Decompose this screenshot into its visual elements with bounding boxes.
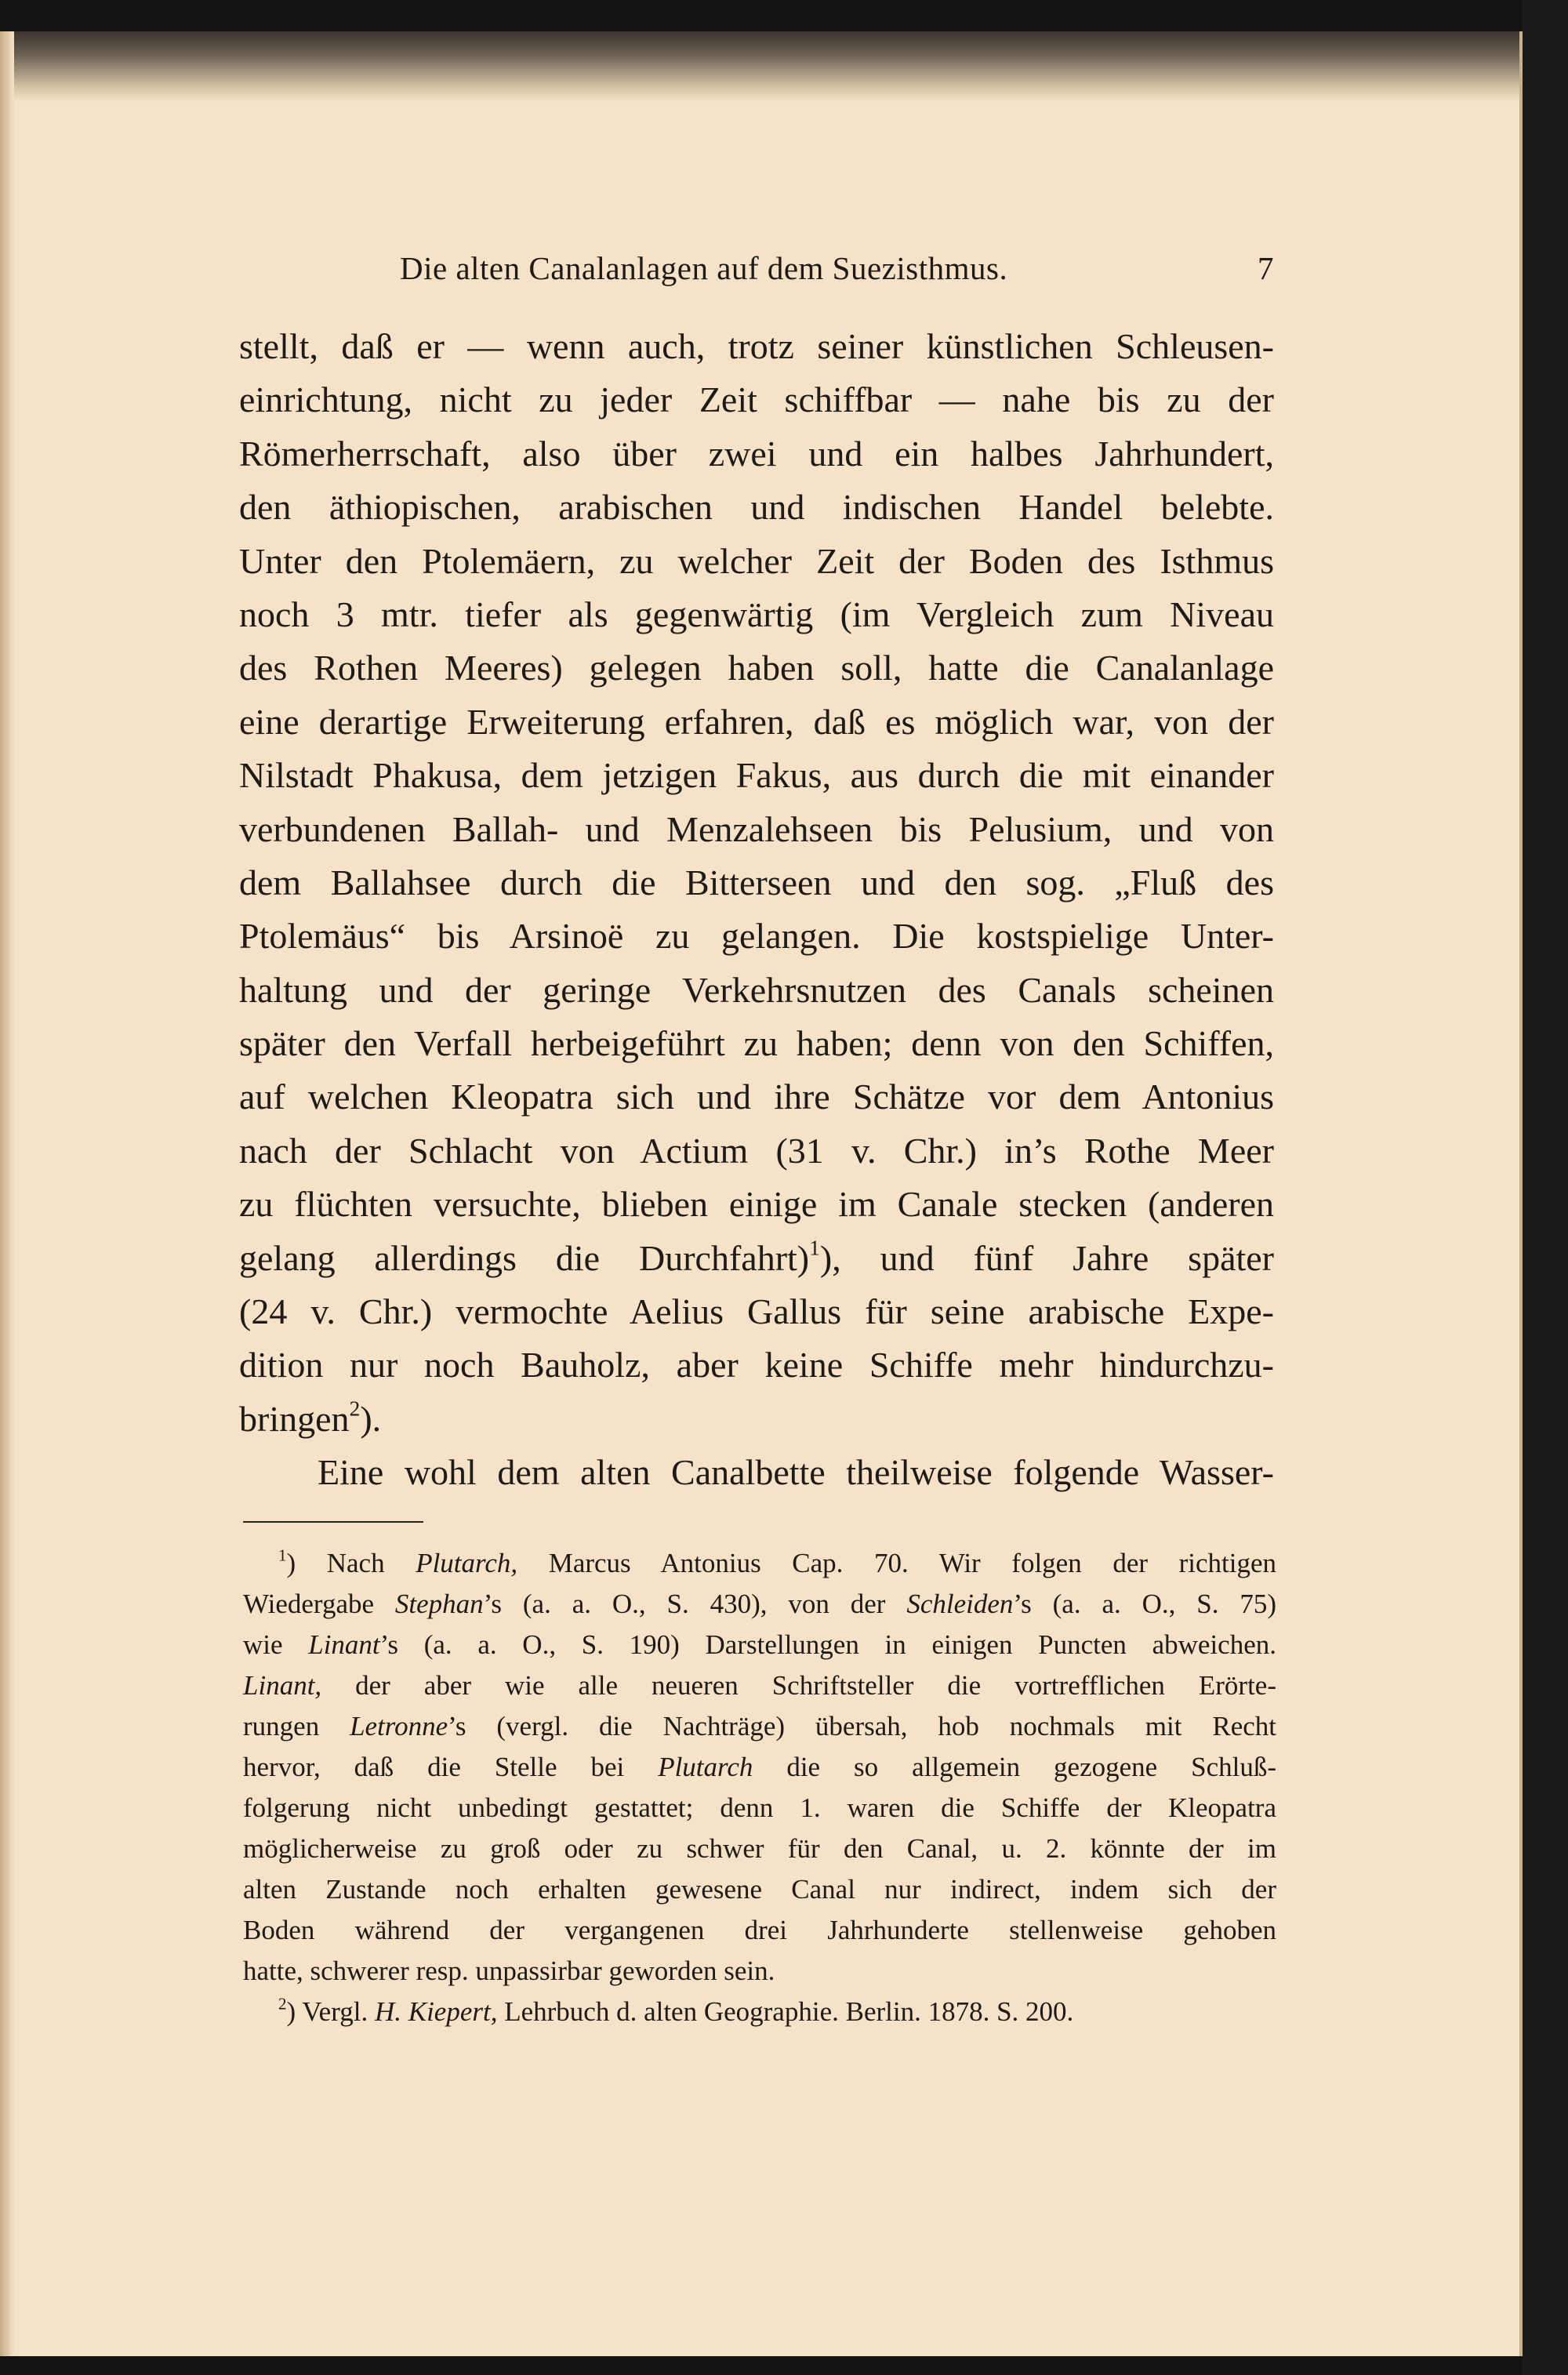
footnote-line [243, 1625, 1276, 1665]
text-line: des Rothen Meeres) gelegen haben soll, hatte die Canalanlage [239, 648, 1274, 688]
text-segment: bringen [239, 1398, 350, 1439]
text-segment: ) Nach [286, 1548, 416, 1578]
footnote-line: folgerung nicht unbedingt gestattet; denn 1. waren die Schiffe der Kleopatra [243, 1792, 1276, 1823]
author-name: Schleiden [906, 1589, 1014, 1619]
text-segment: ’s (a. a. O., S. 430), von der [483, 1589, 907, 1619]
text-line: dition nur noch Bauholz, aber keine Schiffe mehr hindurchzu- [239, 1345, 1274, 1385]
text-line: auf welchen Kleopatra sich und ihre Schätze vor dem Antonius [239, 1077, 1274, 1117]
page-top-edge [0, 31, 1519, 102]
footnote-ref-1[interactable]: 1 [809, 1235, 820, 1260]
text-segment: hervor, daß die Stelle bei [243, 1752, 659, 1782]
text-line: Eine wohl dem alten Canalbette theilweise folgende Wasser- [318, 1452, 1274, 1493]
author-name: Plutarch, [416, 1548, 518, 1578]
text-segment: ). [360, 1398, 382, 1439]
text-line: dem Ballahsee durch die Bitterseen und den sog. „Fluß des [239, 862, 1274, 902]
text-line: verbundenen Ballah- und Menzalehseen bis Pelusium, und von [239, 808, 1274, 849]
footnote-2 [243, 1992, 1276, 2032]
text-segment: wie [243, 1629, 309, 1660]
text-line: haltung und der geringe Verkehrsnutzen des Canals scheinen [239, 969, 1274, 1010]
footnote-line: möglicherweise zu groß oder zu schwer für den Canal, u. 2. könnte der im [243, 1833, 1276, 1864]
page-number: 7 [1258, 250, 1274, 286]
text-line: (24 v. Chr.) vermochte Aelius Gallus für seine arabische Expe- [239, 1291, 1274, 1332]
text-segment: der aber wie alle neueren Schriftsteller die vortrefflichen Erörte- [321, 1670, 1276, 1701]
footnote-line: alten Zustande noch erhalten gewesene Canal nur indirect, indem sich der [243, 1874, 1276, 1905]
text-line: Ptolemäus“ bis Arsinoë zu gelangen. Die kostspielige Unter- [239, 916, 1274, 957]
scan-background-edge [1523, 0, 1568, 2375]
author-name: H. Kiepert, [374, 1996, 498, 2027]
author-name: Linant [308, 1629, 380, 1660]
text-segment: ), und fünf Jahre später [819, 1237, 1274, 1278]
footnote-line [243, 1706, 1276, 1747]
running-title: Die alten Canalanlagen auf dem Suezisthmus. [400, 250, 1008, 286]
text-line: den äthiopischen, arabischen und indischen Handel belebte. [239, 487, 1274, 528]
footnote-1 [243, 1543, 1276, 1584]
text-segment: ’s (a. a. O., S. 75) [1013, 1589, 1277, 1619]
footnote-mark-2: 2 [278, 1994, 287, 2014]
text-segment: gelang allerdings die Durchfahrt) [239, 1237, 810, 1278]
footnotes [243, 1543, 1276, 2032]
text-line: Nilstadt Phakusa, dem jetzigen Fakus, aus durch die mit einander [239, 755, 1274, 796]
author-name: Plutarch [658, 1752, 753, 1782]
text-line: noch 3 mtr. tiefer als gegenwärtig (im Vergleich zum Niveau [239, 594, 1274, 634]
text-segment: Marcus Antonius Cap. 70. Wir folgen der richtigen [517, 1548, 1276, 1578]
author-name: Linant, [243, 1670, 322, 1701]
text-line: einrichtung, nicht zu jeder Zeit schiffbar — nahe bis zu der [239, 379, 1274, 420]
footnote-ref-2[interactable]: 2 [349, 1396, 361, 1421]
text-segment: die so allgemein gezogene Schluß- [753, 1752, 1276, 1782]
text-segment: Wiedergabe [243, 1589, 395, 1619]
text-line: stellt, daß er — wenn auch, trotz seiner künstlichen Schleusen- [239, 326, 1274, 366]
footnote-line [243, 1584, 1276, 1625]
author-name: Letronne [350, 1711, 448, 1741]
text-line: zu flüchten versuchte, blieben einige im Canale stecken (anderen [239, 1184, 1274, 1225]
footnote-line [243, 1747, 1276, 1788]
footnote-line [243, 1665, 1276, 1706]
footnote-line: hatte, schwerer resp. unpassirbar geworden sein. [243, 1956, 775, 1986]
text-segment: ’s (vergl. die Nachträge) übersah, hob nochmals mit Recht [448, 1711, 1276, 1741]
text-line: später den Verfall herbeigeführt zu haben; denn von den Schiffen, [239, 1023, 1274, 1064]
author-name: Stephan [394, 1589, 484, 1619]
footnote-mark-1: 1 [278, 1545, 287, 1565]
text-segment: rungen [243, 1711, 350, 1741]
text-segment: ) Vergl. [286, 1996, 375, 2027]
main-text [239, 320, 1274, 1500]
text-line: Römerherrschaft, also über zwei und ein halbes Jahrhundert, [239, 433, 1274, 474]
page-gutter-shadow [0, 31, 14, 2356]
text-line [239, 1232, 1274, 1285]
text-line: eine derartige Erweiterung erfahren, daß es möglich war, von der [239, 701, 1274, 742]
text-segment: Lehrbuch d. alten Geographie. Berlin. 1878. S. 200. [497, 1996, 1074, 2027]
footnote-line: Boden während der vergangenen drei Jahrhunderte stellenweise gehoben [243, 1915, 1276, 1945]
text-line [239, 1393, 1274, 1446]
running-header [243, 249, 1274, 296]
text-segment: ’s (a. a. O., S. 190) Darstellungen in einigen Puncten abweichen. [379, 1629, 1276, 1660]
footnote-rule [243, 1521, 423, 1523]
text-line: nach der Schlacht von Actium (31 v. Chr.) in’s Rothe Meer [239, 1130, 1274, 1171]
text-line: Unter den Ptolemäern, zu welcher Zeit der Boden des Isthmus [239, 540, 1274, 581]
